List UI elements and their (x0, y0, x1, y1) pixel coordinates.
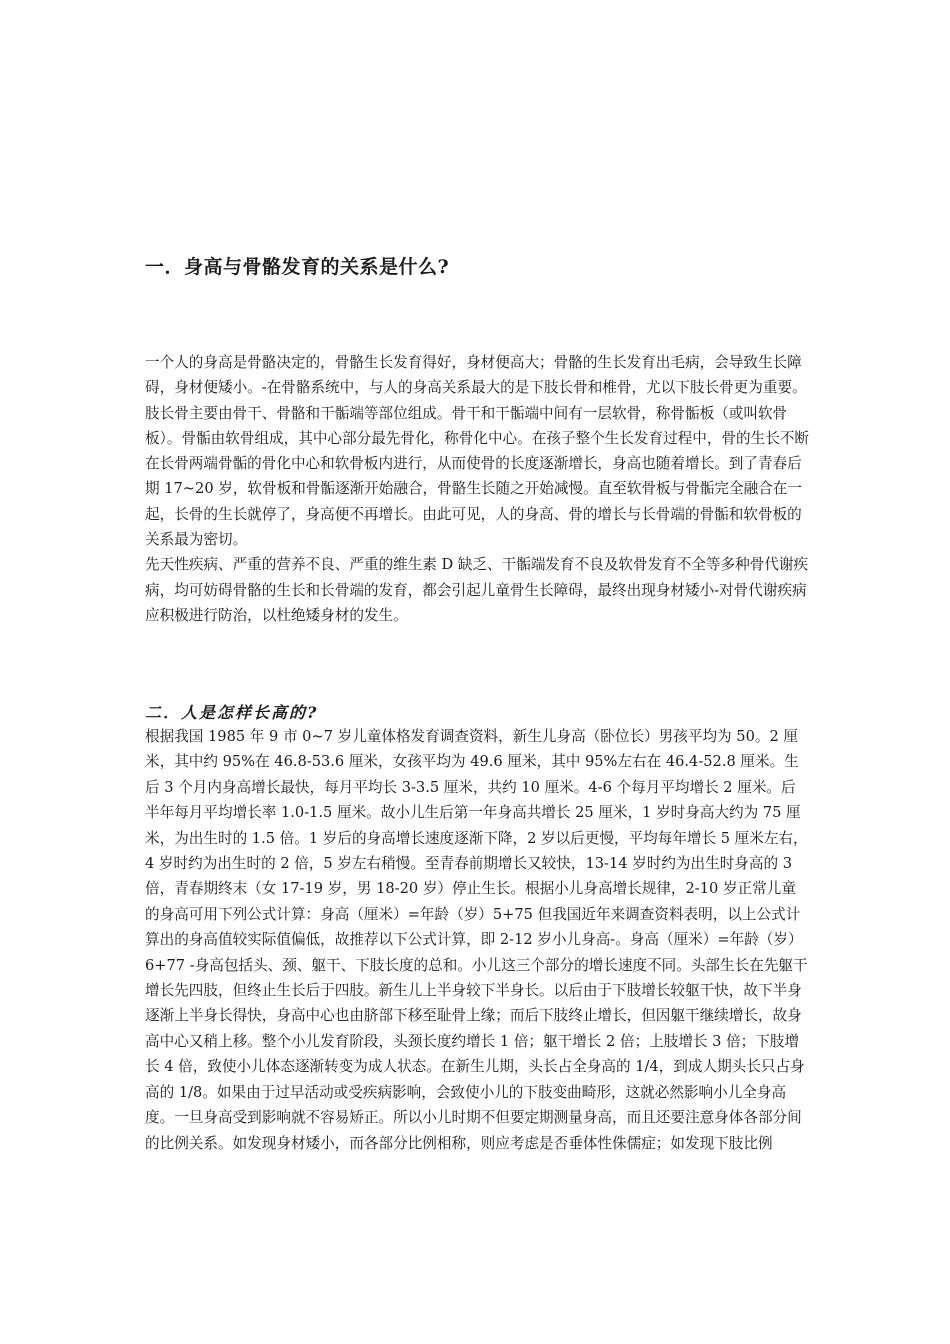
section2-paragraph-1: 根据我国 1985 年 9 市 0~7 岁儿童体格发育调查资料，新生儿身高（卧位长）男孩平均为 50。2 厘米，其中约 95%在 46.8-53.6 厘米，女孩平均为 49.6 厘米，其中 95%左右在 46.4-52.8 厘米。生后 3 个月内身高增长最快，每月平均长 3-3.5 厘米，共约 10 厘米。4-6 个每月平均增长 2 厘米。后半年每月平均增长率 1.0-1.5 厘米。故小儿生后第一年身高共增长 25 厘米，1 岁时身高大约为 75 厘米，为出生时的 1.5 倍。1 岁后的身高增长速度逐渐下降，2 岁以后更慢，平均每年增长 5 厘米左右，4 岁时约为出生时的 2 倍，5 岁左右稍慢。至青春前期增长又较快，13-14 岁时约为出生时身高的 3 倍，青春期终末（女 17-19 岁，男 18-20 岁）停止生长。根据小儿身高增长规律，2-10 岁正常儿童的身高可用下列公式计算：身高（厘米）=年龄（岁）5+75 但我国近年来调查资料表明，以上公式计算出的身高值较实际值偏低，故推荐以下公式计算，即 2-12 岁小儿身高-。身高（厘米）=年龄（岁）6+77 -身高包括头、颈、躯干、下肢长度的总和。小儿这三个部分的增长速度不同。头部生长在先躯干增长先四肢，但终止生长后于四肢。新生儿上半身较下半身长。以后由于下肢增长较躯干快，故下半身逐渐上半身长得快，身高中心也由脐部下移至耻骨上缘；而后下肢终止增长，但因躯干继续增长，故身高中心又稍上移。整个小儿发育阶段，头颈长度约增长 1 倍；躯干增长 2 倍；上肢增长 3 倍；下肢增长 4 倍，致使小儿体态逐渐转变为成人状态。在新生儿期，头长占全身高的 1/4，到成人期头长只占身高的 1/8。如果由于过早活动或受疾病影响，会致使小儿的下肢变曲畸形，这就必然影响小儿全身高度。一旦身高受到影响就不容易矫正。所以小儿时期不但要定期测量身高，而且还要注意身体各部分间的比例关系。如发现身材矮小，而各部分比例相称，则应考虑是否垂体性侏儒症；如发现下肢比例 (145, 728, 808, 1152)
section1-paragraph-1: 一个人的身高是骨骼决定的，骨骼生长发育得好，身材便高大；骨骼的生长发育出毛病，会导致生长障碍，身材便矮小。-在骨骼系统中，与人的身高关系最大的是下肢长骨和椎骨，尤以下肢长骨更为重要。肢长骨主要由骨干、骨骼和干骺端等部位组成。骨干和干骺端中间有一层软骨，称骨骺板（或叫软骨板）。骨骺由软骨组成，其中心部分最先骨化，称骨化中心。在孩子整个生长发育过程中，骨的生长不断在长骨两端骨骺的骨化中心和软骨板内进行，从而使骨的长度逐渐增长，身高也随着增长。到了青春后期 17~20 岁，软骨板和骨骺逐渐开始融合，骨骼生长随之开始减慢。直至软骨板与骨骺完全融合在一起，长骨的生长就停了，身高便不再增长。由此可见，人的身高、骨的增长与长骨端的骨骺和软骨板的关系最为密切。 (145, 354, 810, 549)
section2-body (145, 724, 810, 1156)
section2-heading: 二．人是怎样长高的? (145, 703, 319, 722)
section1-paragraph-2: 先天性疾病、严重的营养不良、严重的维生素 D 缺乏、干骺端发育不良及软骨发育不全等多种骨代谢疾病，均可妨碍骨骼的生长和长骨端的发育，都会引起儿童骨生长障碍，最终出现身材矮小-对骨代谢疾病应积极进行防治，以杜绝矮身材的发生。 (145, 556, 809, 624)
section1-heading: 一．身高与骨骼发育的关系是什么? (145, 256, 450, 278)
section1-body (145, 350, 810, 628)
